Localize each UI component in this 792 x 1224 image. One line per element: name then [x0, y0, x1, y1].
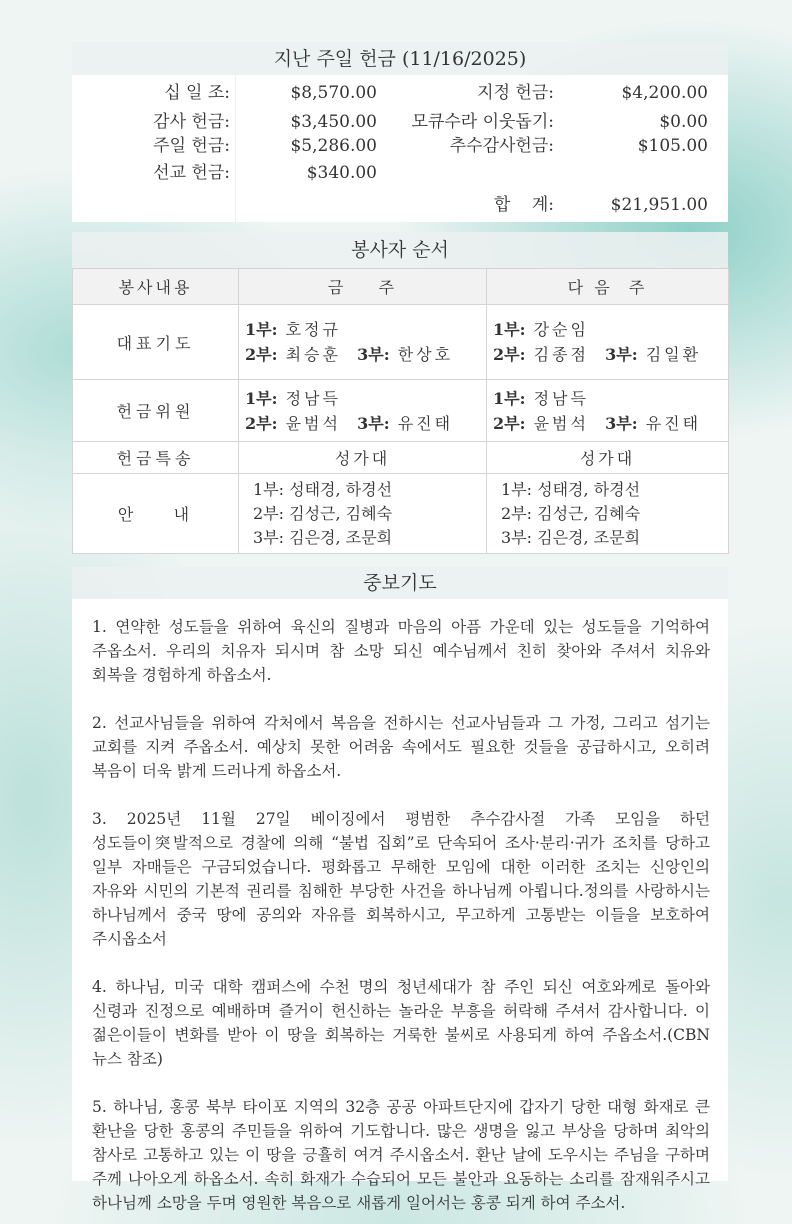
prayer-item-3: 3. 2025년 11월 27일 베이징에서 평범한 추수감사절 가족 모임을 하던 성도들이突발적으로 경찰에 의해 “불법 집회”로 단속되어 조사·분리·귀가 조치를 당하고 일부 자매들은 구금되었습니다. 평화롭고 무해한 모임에 대한 이러한 조치는 신앙인의 자유와 시민의 기본적 권리를 침해한 부당한 사건을 하나님께 아룁니다.정의를 사랑하시는 하나님께서 중국 땅에 공의와 자유를 회복하시고, 무고하게 고통받는 이들을 보호하여 주시옵소서 — [92, 810, 710, 948]
header-next-week: 다 음 주 — [487, 269, 729, 305]
table-row — [73, 380, 729, 442]
prayer-item-2: 2. 선교사님들을 위하여 각처에서 복음을 전하시는 선교사님들과 그 가정, 그리고 섬기는 교회를 지켜 주옵소서. 예상치 못한 어려움 속에서도 필요한 것들을 공급하시고, 오히려 복음이 더욱 밝게 드러나게 하옵소서. — [92, 714, 710, 780]
table-header-row — [73, 269, 729, 305]
header-duty: 봉사내용 — [73, 269, 239, 305]
mission-amount: $340.00 — [306, 163, 377, 183]
row-label: 안 내 — [73, 474, 239, 554]
offering-panel — [72, 75, 728, 222]
sunday-amount: $5,286.00 — [290, 136, 377, 156]
table-row — [73, 442, 729, 474]
thanks-label: 감사 헌금: — [153, 112, 230, 132]
row-label: 헌금위원 — [73, 380, 239, 442]
row-label: 헌금특송 — [73, 442, 239, 474]
harvest-amount: $105.00 — [637, 136, 708, 156]
next-week-guide: 1부: 성태경, 하경선 2부: 김성근, 김혜숙 3부: 김은경, 조문희 — [487, 474, 729, 554]
neighbor-label: 모큐수라 이웃돕기: — [411, 112, 554, 132]
next-week-special: 성가대 — [487, 442, 729, 474]
servants-table — [72, 268, 729, 554]
prayer-item-1: 1. 연약한 성도들을 위하여 육신의 질병과 마음의 아픔 가운데 있는 성도들을 기억하여 주옵소서. 우리의 치유자 되시며 참 소망 되신 예수님께서 친히 찾아와 주셔서 치유와 회복을 경험하게 하옵소서. — [92, 618, 710, 684]
header-this-week: 금 주 — [239, 269, 487, 305]
servants-title: 봉사자 순서 — [72, 232, 728, 268]
mission-label: 선교 헌금: — [153, 163, 230, 183]
harvest-label: 추수감사헌금: — [449, 136, 554, 156]
designated-amount: $4,200.00 — [621, 83, 708, 103]
prayer-item-4: 4. 하나님, 미국 대학 캠퍼스에 수천 명의 청년세대가 참 주인 되신 여호와께로 돌아와 신령과 진정으로 예배하며 즐거이 헌신하는 놀라운 부흥을 허락해 주셔서 감사합니다. 이 젊은이들이 변화를 받아 이 땅을 회복하는 거룩한 불씨로 사용되게 하여 주옵소서.(CBN 뉴스 참조) — [92, 978, 710, 1068]
this-week-ushers: 1부: 정남득 2부: 윤범석 3부: 유진태 — [239, 380, 487, 442]
neighbor-amount: $0.00 — [659, 112, 708, 132]
next-week-ushers: 1부: 정남득 2부: 윤범석 3부: 유진태 — [487, 380, 729, 442]
thanks-amount: $3,450.00 — [290, 112, 377, 132]
total-amount: $21,951.00 — [610, 195, 708, 215]
table-row — [73, 474, 729, 554]
offering-title: 지난 주일 헌금 (11/16/2025) — [72, 43, 728, 75]
next-week-prayer: 1부: 강순임 2부: 김종점 3부: 김일환 — [487, 305, 729, 380]
tithe-label: 십 일 조: — [164, 83, 230, 103]
this-week-guide: 1부: 성태경, 하경선 2부: 김성근, 김혜숙 3부: 김은경, 조문희 — [239, 474, 487, 554]
tithe-amount: $8,570.00 — [290, 83, 377, 103]
total-label: 합 계: — [493, 195, 554, 215]
this-week-prayer: 1부: 호정규 2부: 최승훈 3부: 한상호 — [239, 305, 487, 380]
prayer-panel — [72, 599, 728, 1212]
sunday-label: 주일 헌금: — [153, 136, 230, 156]
prayer-item-5: 5. 하나님, 홍콩 북부 타이포 지역의 32층 공공 아파트단지에 갑자기 당한 대형 화재로 큰 환난을 당한 홍콩의 주민들을 위하여 기도합니다. 많은 생명을 잃고 부상을 당하며 최악의 참사로 고통하고 있는 이 땅을 긍휼히 여겨 주시옵소서. 환난 날에 도우시는 주님을 구하며 주께 나아오게 하옵소서. 속히 화재가 수습되어 모든 불안과 요동하는 소리를 잠재워주시고 하나님께 소망을 두며 영원한 복음으로 새롭게 일어서는 홍콩 되게 하여 주소서. — [92, 1098, 710, 1212]
table-row — [73, 305, 729, 380]
designated-label: 지정 헌금: — [477, 83, 554, 103]
row-label: 대표기도 — [73, 305, 239, 380]
this-week-special: 성가대 — [239, 442, 487, 474]
prayer-title: 중보기도 — [72, 567, 728, 599]
